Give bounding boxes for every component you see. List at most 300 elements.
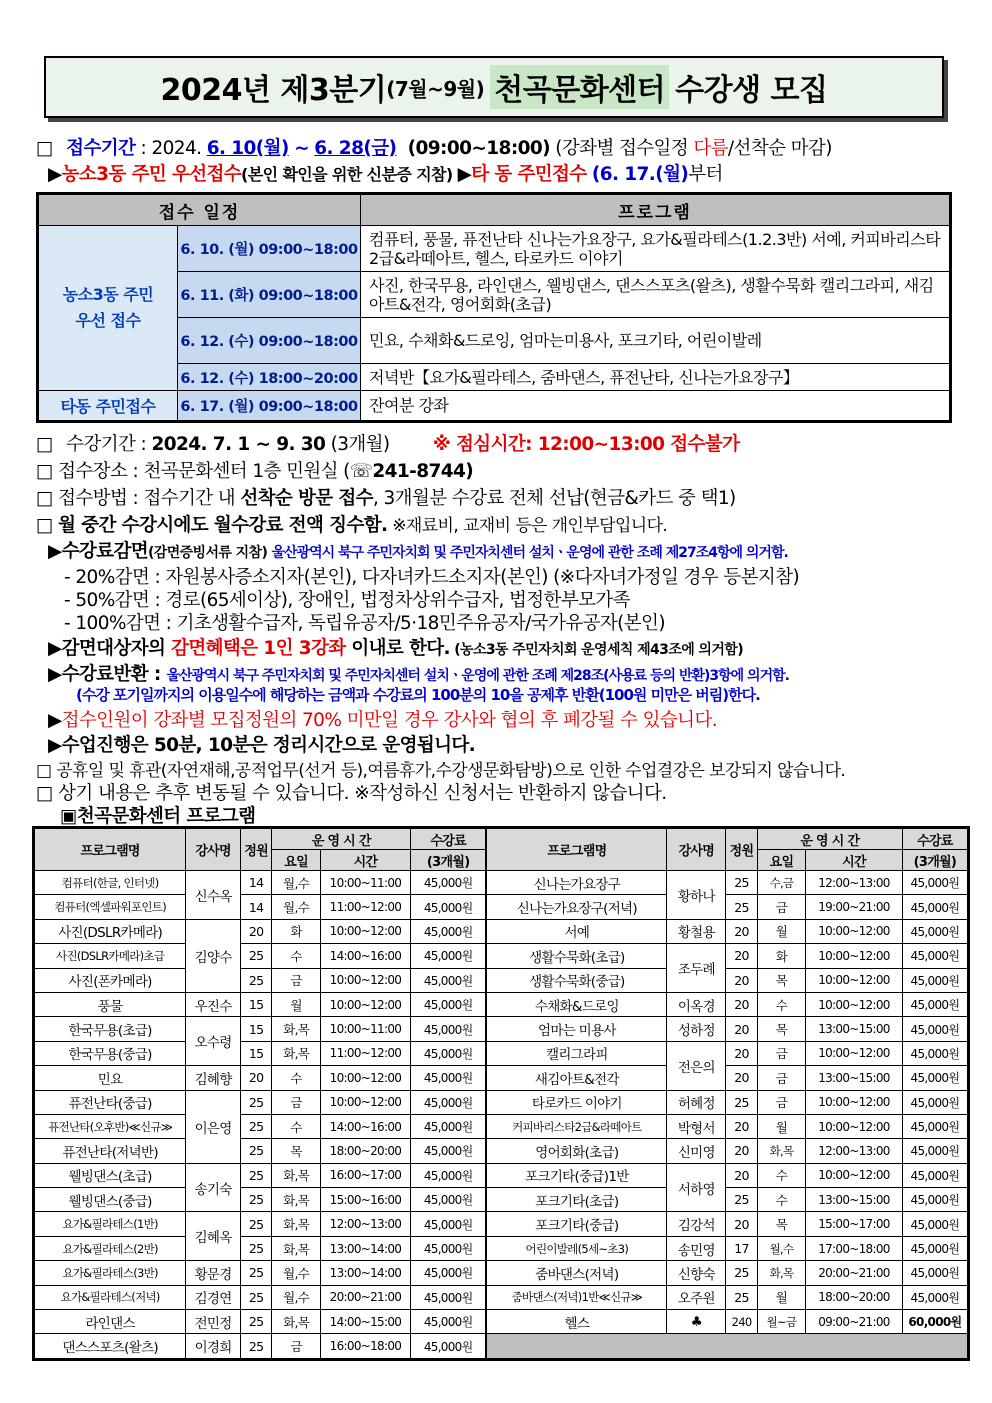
schedule-group-others: 타동 주민접수 bbox=[39, 391, 178, 421]
program-name: 커피바리스타2급&라떼아트 bbox=[486, 1114, 667, 1138]
program-name: 어린이발레(5세~초3) bbox=[486, 1236, 667, 1260]
page-title bbox=[44, 56, 944, 118]
capacity: 25 bbox=[240, 1188, 272, 1212]
empty-cell bbox=[486, 1334, 967, 1358]
title-months: (7월~9월) bbox=[386, 76, 485, 101]
class-day: 월,수 bbox=[272, 871, 320, 895]
class-time: 10:00~11:00 bbox=[320, 871, 410, 895]
end-date: 6. 28(금) bbox=[314, 138, 397, 159]
program-name: 신나는가요장구 bbox=[486, 871, 667, 895]
teacher-name: 허혜정 bbox=[667, 1090, 726, 1114]
schedule-programs: 저녁반【요가&필라테스, 줌바댄스, 퓨전난타, 신나는가요장구】 bbox=[361, 364, 950, 391]
class-day: 월,수 bbox=[757, 1236, 805, 1260]
program-name: 수채화&드로잉 bbox=[486, 992, 667, 1016]
class-time: 14:00~15:00 bbox=[320, 1310, 410, 1334]
capacity: 25 bbox=[240, 1139, 272, 1163]
program-name: 퓨전난타(중급) bbox=[35, 1090, 186, 1114]
course-fee: 45,000원 bbox=[411, 1236, 487, 1260]
program-name: 사진(DSLR카메라)초급 bbox=[35, 944, 186, 968]
program-name: 영어회화(초급) bbox=[486, 1139, 667, 1163]
program-row bbox=[35, 968, 968, 992]
capacity: 25 bbox=[240, 944, 272, 968]
class-time: 17:00~18:00 bbox=[806, 1236, 903, 1260]
schedule-time: 6. 12. (수) 09:00~18:00 bbox=[178, 318, 361, 364]
capacity: 20 bbox=[726, 1139, 758, 1163]
teacher-name: 김양수 bbox=[186, 919, 241, 992]
class-day: 화,목 bbox=[272, 1236, 320, 1260]
teacher-name: 전은의 bbox=[667, 1041, 726, 1090]
class-day: 수 bbox=[757, 992, 805, 1016]
course-fee: 45,000원 bbox=[411, 1066, 487, 1090]
title-center-name: 천곡문화센터 bbox=[490, 65, 669, 109]
capacity: 25 bbox=[240, 1285, 272, 1309]
class-time: 10:00~12:00 bbox=[320, 1066, 410, 1090]
course-fee: 45,000원 bbox=[902, 1114, 967, 1138]
class-time: 13:00~15:00 bbox=[806, 1066, 903, 1090]
class-day: 월,수 bbox=[272, 1285, 320, 1309]
class-time: 10:00~12:00 bbox=[320, 968, 410, 992]
course-fee: 45,000원 bbox=[902, 968, 967, 992]
teacher-name: 김경연 bbox=[186, 1285, 241, 1309]
capacity: 20 bbox=[726, 944, 758, 968]
course-fee: 45,000원 bbox=[411, 1285, 487, 1309]
capacity: 20 bbox=[726, 1114, 758, 1138]
teacher-name: ♣ bbox=[667, 1310, 726, 1334]
capacity: 15 bbox=[240, 1041, 272, 1065]
course-fee: 45,000원 bbox=[411, 1334, 487, 1358]
program-row bbox=[35, 1188, 968, 1212]
capacity: 20 bbox=[726, 1017, 758, 1041]
class-day: 월 bbox=[272, 992, 320, 1016]
course-fee: 45,000원 bbox=[902, 1261, 967, 1285]
class-time: 15:00~16:00 bbox=[320, 1188, 410, 1212]
schedule-time: 6. 12. (수) 18:00~20:00 bbox=[178, 364, 361, 391]
capacity: 25 bbox=[240, 968, 272, 992]
teacher-name: 황하나 bbox=[667, 871, 726, 920]
teacher-name: 신미영 bbox=[667, 1139, 726, 1163]
class-time: 12:00~13:00 bbox=[806, 871, 903, 895]
course-fee: 45,000원 bbox=[902, 944, 967, 968]
class-time: 20:00~21:00 bbox=[320, 1285, 410, 1309]
class-day: 화,목 bbox=[757, 1261, 805, 1285]
program-row bbox=[35, 919, 968, 943]
course-fee: 45,000원 bbox=[902, 1285, 967, 1309]
class-day: 화,목 bbox=[272, 1310, 320, 1334]
priority-line: ▶농소3동 주민 우선접수(본인 확인을 위한 신분증 지참) ▶타 동 주민접수 (6. 17.(월)부터 bbox=[48, 164, 723, 185]
program-name: 퓨전난타(오후반)≪신규≫ bbox=[35, 1114, 186, 1138]
schedule-programs: 잔여분 강좌 bbox=[361, 391, 950, 421]
class-time: 12:00~13:00 bbox=[320, 1212, 410, 1236]
teacher-name: 오주원 bbox=[667, 1285, 726, 1309]
teacher-name: 성하정 bbox=[667, 1017, 726, 1041]
class-day: 수 bbox=[757, 1163, 805, 1187]
class-time: 10:00~11:00 bbox=[320, 1017, 410, 1041]
capacity: 240 bbox=[726, 1310, 758, 1334]
class-day: 목 bbox=[757, 1212, 805, 1236]
header-program-name: 프로그램명 bbox=[486, 829, 667, 871]
schedule-header-date: 접수 일정 bbox=[39, 195, 361, 226]
class-time: 12:00~13:00 bbox=[806, 1139, 903, 1163]
program-name: 댄스스포츠(왈츠) bbox=[35, 1334, 186, 1358]
class-day: 수 bbox=[757, 1188, 805, 1212]
capacity: 25 bbox=[726, 871, 758, 895]
course-fee: 45,000원 bbox=[411, 919, 487, 943]
capacity: 15 bbox=[240, 992, 272, 1016]
course-fee: 45,000원 bbox=[411, 1041, 487, 1065]
course-fee: 45,000원 bbox=[902, 919, 967, 943]
program-name: 컴퓨터(엑셀파워포인트) bbox=[35, 895, 186, 919]
course-fee: 45,000원 bbox=[902, 1212, 967, 1236]
course-fee: 45,000원 bbox=[411, 1017, 487, 1041]
capacity: 20 bbox=[726, 1066, 758, 1090]
class-day: 금 bbox=[757, 895, 805, 919]
class-time: 19:00~21:00 bbox=[806, 895, 903, 919]
class-time: 10:00~12:00 bbox=[806, 1090, 903, 1114]
course-fee: 45,000원 bbox=[902, 1041, 967, 1065]
program-name: 포크기타(초급) bbox=[486, 1188, 667, 1212]
class-day: 월~금 bbox=[757, 1310, 805, 1334]
program-table bbox=[34, 828, 968, 1359]
title-main-post: 수강생 모집 bbox=[675, 73, 828, 108]
capacity: 25 bbox=[240, 1114, 272, 1138]
phone-number: ☏241-8744) bbox=[349, 461, 474, 482]
class-day: 화 bbox=[757, 944, 805, 968]
program-name: 타로카드 이야기 bbox=[486, 1090, 667, 1114]
course-fee: 45,000원 bbox=[902, 895, 967, 919]
class-day: 월 bbox=[757, 1114, 805, 1138]
program-name: 퓨전난타(저녁반) bbox=[35, 1139, 186, 1163]
program-name: 사진(폰카메라) bbox=[35, 968, 186, 992]
teacher-name: 조두례 bbox=[667, 944, 726, 993]
header-time: 시간 bbox=[806, 850, 903, 871]
class-day: 월,수 bbox=[272, 895, 320, 919]
course-fee: 45,000원 bbox=[411, 1090, 487, 1114]
class-time: 16:00~18:00 bbox=[320, 1334, 410, 1358]
header-teacher: 강사명 bbox=[667, 829, 726, 871]
class-time: 10:00~12:00 bbox=[320, 919, 410, 943]
program-name: 포크기타(중급)1반 bbox=[486, 1163, 667, 1187]
class-time: 13:00~14:00 bbox=[320, 1261, 410, 1285]
program-row bbox=[35, 1139, 968, 1163]
program-name: 줌바댄스(저녁) bbox=[486, 1261, 667, 1285]
course-fee: 45,000원 bbox=[411, 1261, 487, 1285]
capacity: 25 bbox=[726, 1285, 758, 1309]
course-fee: 45,000원 bbox=[902, 992, 967, 1016]
class-day: 금 bbox=[272, 1090, 320, 1114]
course-fee: 45,000원 bbox=[411, 968, 487, 992]
capacity: 25 bbox=[240, 1236, 272, 1260]
reception-place: □ 접수장소 : 천곡문화센터 1층 민원실 (☏241-8744) bbox=[36, 461, 474, 482]
class-time: 18:00~20:00 bbox=[806, 1285, 903, 1309]
program-row bbox=[35, 1236, 968, 1260]
program-name: 엄마는 미용사 bbox=[486, 1017, 667, 1041]
teacher-name: 황철용 bbox=[667, 919, 726, 943]
discount-limit: ▶감면대상자의 감면혜택은 1인 3강좌 이내로 한다. (농소3동 주민자치회 운영세칙 제43조에 의거함) bbox=[48, 638, 744, 659]
capacity: 20 bbox=[726, 919, 758, 943]
teacher-name: 박형서 bbox=[667, 1114, 726, 1138]
header-fee: 수강료 bbox=[411, 829, 487, 850]
schedule-group-priority: 농소3동 주민 우선 접수 bbox=[39, 226, 178, 391]
class-time: 10:00~12:00 bbox=[320, 1090, 410, 1114]
class-day: 수 bbox=[272, 1114, 320, 1138]
program-name: 줌바댄스(저녁)1반≪신규≫ bbox=[486, 1285, 667, 1309]
capacity: 15 bbox=[240, 1017, 272, 1041]
class-time: 10:00~12:00 bbox=[806, 992, 903, 1016]
capacity: 25 bbox=[240, 1261, 272, 1285]
program-name: 요가&필라테스(1반) bbox=[35, 1212, 186, 1236]
course-fee: 45,000원 bbox=[411, 1139, 487, 1163]
schedule-header-program: 프로그램 bbox=[361, 195, 950, 226]
program-name: 캘리그라피 bbox=[486, 1041, 667, 1065]
class-time: 10:00~12:00 bbox=[806, 1114, 903, 1138]
schedule-time: 6. 11. (화) 09:00~18:00 bbox=[178, 272, 361, 318]
reception-hours: (09:00~18:00) bbox=[407, 138, 551, 159]
class-duration: ▶수업진행은 50분, 10분은 정리시간으로 운영됩니다. bbox=[48, 735, 476, 756]
class-day: 화,목 bbox=[272, 1163, 320, 1187]
lunch-notice: ※ 점심시간: 12:00~13:00 접수불가 bbox=[432, 434, 740, 455]
class-time: 10:00~12:00 bbox=[806, 1041, 903, 1065]
discount-100: - 100%감면 : 기초생활수급자, 독립유공자/5·18민주유공자/국가유공자(본인) bbox=[64, 613, 665, 634]
change-notice: □ 상기 내용은 추후 변동될 수 있습니다. ※작성하신 신청서는 반환하지 않습니다. bbox=[36, 783, 667, 804]
header-capacity: 정원 bbox=[240, 829, 272, 871]
header-day: 요일 bbox=[272, 850, 320, 871]
class-time: 13:00~15:00 bbox=[806, 1017, 903, 1041]
teacher-name: 전민정 bbox=[186, 1310, 241, 1334]
program-row bbox=[35, 1310, 968, 1334]
course-fee: 60,000원 bbox=[902, 1310, 967, 1334]
program-row bbox=[35, 871, 968, 895]
schedule-time: 6. 10. (월) 09:00~18:00 bbox=[178, 226, 361, 272]
capacity: 17 bbox=[726, 1236, 758, 1260]
program-row bbox=[35, 1334, 968, 1358]
teacher-name: 이경희 bbox=[186, 1334, 241, 1358]
class-time: 11:00~12:00 bbox=[320, 1041, 410, 1065]
class-day: 목 bbox=[272, 1139, 320, 1163]
capacity: 20 bbox=[726, 968, 758, 992]
class-day: 화,목 bbox=[757, 1139, 805, 1163]
course-fee: 45,000원 bbox=[411, 1310, 487, 1334]
capacity: 25 bbox=[240, 1163, 272, 1187]
schedule-time: 6. 17. (월) 09:00~18:00 bbox=[178, 391, 361, 421]
class-time: 13:00~14:00 bbox=[320, 1236, 410, 1260]
class-time: 10:00~12:00 bbox=[320, 992, 410, 1016]
fee-refund: ▶수강료반환 : 울산광역시 북구 주민자치회 및 주민자치센터 설치ㆍ운영에 관한 조례 제28조(사용료 등의 반환)3항에 의거함. bbox=[48, 664, 789, 685]
program-row bbox=[35, 944, 968, 968]
class-day: 화,목 bbox=[272, 1017, 320, 1041]
discount-20: - 20%감면 : 자원봉사증소지자(본인), 다자녀카드소지자(본인) (※다자녀가정일 경우 등본지참) bbox=[64, 567, 800, 588]
class-time: 13:00~15:00 bbox=[806, 1188, 903, 1212]
course-fee: 45,000원 bbox=[411, 1163, 487, 1187]
discount-50: - 50%감면 : 경로(65세이상), 장애인, 법정차상위수급자, 법정한부모가족 bbox=[64, 590, 630, 611]
capacity: 25 bbox=[726, 1188, 758, 1212]
class-day: 화 bbox=[272, 919, 320, 943]
class-time: 09:00~21:00 bbox=[806, 1310, 903, 1334]
class-day: 월,수 bbox=[272, 1261, 320, 1285]
header-day: 요일 bbox=[757, 850, 805, 871]
program-row bbox=[35, 1163, 968, 1187]
class-time: 10:00~12:00 bbox=[806, 968, 903, 992]
header-teacher: 강사명 bbox=[186, 829, 241, 871]
teacher-name: 이옥경 bbox=[667, 992, 726, 1016]
teacher-name: 신수옥 bbox=[186, 871, 241, 920]
teacher-name: 이은영 bbox=[186, 1090, 241, 1163]
fee-discount: ▶수강료감면(감면증빙서류 지참) 울산광역시 북구 주민자치회 및 주민자치센터 설치ㆍ운영에 관한 조례 제27조4항에 의거함. bbox=[48, 541, 788, 562]
schedule-programs: 민요, 수채화&드로잉, 엄마는미용사, 포크기타, 어린이발레 bbox=[361, 318, 950, 364]
course-fee: 45,000원 bbox=[411, 992, 487, 1016]
capacity: 20 bbox=[726, 992, 758, 1016]
teacher-name: 신향숙 bbox=[667, 1261, 726, 1285]
reception-method: □ 접수방법 : 접수기간 내 선착순 방문 접수, 3개월분 수강료 전체 선납(현금&카드 중 택1) bbox=[36, 488, 736, 509]
class-time: 10:00~12:00 bbox=[806, 919, 903, 943]
capacity: 25 bbox=[726, 1090, 758, 1114]
class-day: 목 bbox=[757, 1017, 805, 1041]
program-name: 한국무용(초급) bbox=[35, 1017, 186, 1041]
course-fee: 45,000원 bbox=[902, 1163, 967, 1187]
class-time: 15:00~17:00 bbox=[806, 1212, 903, 1236]
program-name: 웰빙댄스(중급) bbox=[35, 1188, 186, 1212]
program-row bbox=[35, 1114, 968, 1138]
teacher-name: 오수령 bbox=[186, 1017, 241, 1066]
cancellation-notice: ▶접수인원이 강좌별 모집정원의 70% 미만일 경우 강사와 협의 후 폐강될 수 있습니다. bbox=[48, 710, 718, 731]
course-fee: 45,000원 bbox=[902, 1236, 967, 1260]
program-row bbox=[35, 1017, 968, 1041]
class-day: 목 bbox=[757, 968, 805, 992]
program-name: 생활수묵화(중급) bbox=[486, 968, 667, 992]
header-capacity: 정원 bbox=[726, 829, 758, 871]
program-name: 한국무용(중급) bbox=[35, 1041, 186, 1065]
teacher-name: 김혜옥 bbox=[186, 1212, 241, 1261]
course-fee: 45,000원 bbox=[902, 871, 967, 895]
priority-residents: 농소3동 주민 우선접수 bbox=[61, 164, 242, 185]
header-operating-time: 운 영 시 간 bbox=[757, 829, 902, 850]
reception-period: □ 접수기간 : 2024. 6. 10(월) ~ 6. 28(금) (09:00~18:00) (강좌별 접수일정 다름/선착순 마감) bbox=[36, 138, 832, 159]
course-fee: 45,000원 bbox=[902, 1017, 967, 1041]
program-name: 요가&필라테스(3반) bbox=[35, 1261, 186, 1285]
title-main-pre: 2024년 제3분기 bbox=[160, 73, 387, 108]
class-day: 수,금 bbox=[757, 871, 805, 895]
start-date: 6. 10(월) bbox=[206, 138, 289, 159]
class-day: 수 bbox=[272, 1066, 320, 1090]
capacity: 20 bbox=[240, 1066, 272, 1090]
reception-period-label: 접수기간 bbox=[66, 138, 136, 159]
program-name: 헬스 bbox=[486, 1310, 667, 1334]
class-time: 14:00~16:00 bbox=[320, 1114, 410, 1138]
course-fee: 45,000원 bbox=[902, 1066, 967, 1090]
program-section-title: ▣천곡문화센터 프로그램 bbox=[60, 806, 256, 827]
course-fee: 45,000원 bbox=[411, 1188, 487, 1212]
program-name: 라인댄스 bbox=[35, 1310, 186, 1334]
program-name: 컴퓨터(한글, 인터넷) bbox=[35, 871, 186, 895]
header-time: 시간 bbox=[320, 850, 410, 871]
program-name: 포크기타(중급) bbox=[486, 1212, 667, 1236]
capacity: 20 bbox=[726, 1163, 758, 1187]
course-fee: 45,000원 bbox=[902, 1139, 967, 1163]
course-fee: 45,000원 bbox=[902, 1188, 967, 1212]
program-name: 웰빙댄스(초급) bbox=[35, 1163, 186, 1187]
program-name: 민요 bbox=[35, 1066, 186, 1090]
capacity: 25 bbox=[726, 895, 758, 919]
capacity: 20 bbox=[240, 919, 272, 943]
teacher-name: 황문경 bbox=[186, 1261, 241, 1285]
program-row bbox=[35, 1285, 968, 1309]
class-day: 화,목 bbox=[272, 1188, 320, 1212]
header-fee-period: (3개월) bbox=[411, 850, 487, 871]
teacher-name: 송민영 bbox=[667, 1236, 726, 1260]
class-time: 20:00~21:00 bbox=[806, 1261, 903, 1285]
program-name: 새김아트&전각 bbox=[486, 1066, 667, 1090]
program-row bbox=[35, 1041, 968, 1065]
holiday-notice: □ 공휴일 및 휴관(자연재해,공적업무(선거 등),여름휴가,수강생문화탐방)으로 인한 수업결강은 보강되지 않습니다. bbox=[36, 761, 846, 781]
other-residents: 타 동 주민접수 bbox=[471, 164, 587, 185]
teacher-name: 김혜향 bbox=[186, 1066, 241, 1090]
class-day: 금 bbox=[757, 1066, 805, 1090]
program-row bbox=[35, 895, 968, 919]
teacher-name: 우진수 bbox=[186, 992, 241, 1016]
capacity: 14 bbox=[240, 871, 272, 895]
teacher-name: 송기숙 bbox=[186, 1163, 241, 1212]
class-day: 월 bbox=[757, 1285, 805, 1309]
class-time: 18:00~20:00 bbox=[320, 1139, 410, 1163]
program-name: 사진(DSLR카메라) bbox=[35, 919, 186, 943]
class-day: 화,목 bbox=[272, 1041, 320, 1065]
teacher-name: 김강석 bbox=[667, 1212, 726, 1236]
schedule-programs: 컴퓨터, 풍물, 퓨전난타 신나는가요장구, 요가&필라테스(1.2.3반) 서예, 커피바리스타2급&라떼아트, 헬스, 타로카드 이야기 bbox=[361, 226, 950, 272]
program-name: 생활수묵화(초급) bbox=[486, 944, 667, 968]
program-row bbox=[35, 992, 968, 1016]
program-name: 요가&필라테스(2반) bbox=[35, 1236, 186, 1260]
class-day: 금 bbox=[757, 1041, 805, 1065]
course-fee: 45,000원 bbox=[411, 871, 487, 895]
header-program-name: 프로그램명 bbox=[35, 829, 186, 871]
class-day: 화,목 bbox=[272, 1212, 320, 1236]
schedule-table bbox=[38, 194, 950, 421]
schedule-programs: 사진, 한국무용, 라인댄스, 웰빙댄스, 댄스스포츠(왈츠), 생활수묵화 캘리그라피, 새김아트&전각, 영어회화(초급) bbox=[361, 272, 950, 318]
capacity: 25 bbox=[240, 1090, 272, 1114]
class-time: 10:00~12:00 bbox=[806, 944, 903, 968]
teacher-name: 서하영 bbox=[667, 1163, 726, 1212]
monthly-fee-notice: □ 월 중간 수강시에도 월수강료 전액 징수함. ※재료비, 교재비 등은 개인부담입니다. bbox=[36, 515, 668, 536]
capacity: 14 bbox=[240, 895, 272, 919]
course-fee: 45,000원 bbox=[411, 1212, 487, 1236]
capacity: 20 bbox=[726, 1041, 758, 1065]
class-time: 14:00~16:00 bbox=[320, 944, 410, 968]
refund-detail: (수강 포기일까지의 이용일수에 해당하는 금액과 수강료의 100분의 10을 공제후 반환(100원 미만은 버림)한다. bbox=[76, 686, 760, 704]
class-time: 10:00~12:00 bbox=[806, 1163, 903, 1187]
header-operating-time: 운 영 시 간 bbox=[272, 829, 411, 850]
class-time: 16:00~17:00 bbox=[320, 1163, 410, 1187]
capacity: 25 bbox=[240, 1310, 272, 1334]
program-name: 서예 bbox=[486, 919, 667, 943]
course-fee: 45,000원 bbox=[411, 895, 487, 919]
class-day: 금 bbox=[272, 1334, 320, 1358]
program-row bbox=[35, 1066, 968, 1090]
class-day: 수 bbox=[272, 944, 320, 968]
capacity: 25 bbox=[726, 1261, 758, 1285]
class-day: 월 bbox=[757, 919, 805, 943]
header-fee-period: (3개월) bbox=[902, 850, 967, 871]
capacity: 25 bbox=[240, 1212, 272, 1236]
program-row bbox=[35, 1261, 968, 1285]
class-day: 금 bbox=[757, 1090, 805, 1114]
course-fee: 45,000원 bbox=[411, 1114, 487, 1138]
course-period: □ 수강기간 : 2024. 7. 1 ~ 9. 30 (3개월) ※ 점심시간: 12:00~13:00 접수불가 bbox=[36, 434, 740, 455]
class-day: 금 bbox=[272, 968, 320, 992]
course-fee: 45,000원 bbox=[411, 944, 487, 968]
program-name: 풍물 bbox=[35, 992, 186, 1016]
capacity: 20 bbox=[726, 1212, 758, 1236]
capacity: 25 bbox=[240, 1334, 272, 1358]
program-name: 신나는가요장구(저녁) bbox=[486, 895, 667, 919]
